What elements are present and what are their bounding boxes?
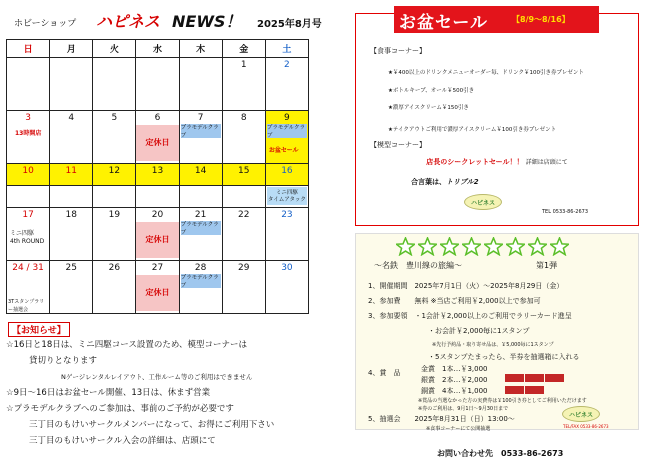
obon-sale-panel [355, 13, 639, 226]
shop-logo: ハピネス [464, 194, 502, 210]
star-row [396, 237, 569, 256]
sale-start-note: お盆セール [268, 146, 299, 154]
prize-bronze: 銅賞 4本…￥1,000 [421, 387, 488, 395]
time-attack-line1: ミニ四駆 [275, 189, 298, 196]
day-cell [7, 163, 50, 185]
day-cell [50, 260, 93, 313]
day-cell [222, 57, 265, 110]
star-icon [462, 237, 481, 256]
star-icon [418, 237, 437, 256]
password-label: 合言葉は、 [411, 178, 446, 186]
rally-rule-stamp: ・お会計￥2,000毎に1スタンプ [428, 327, 530, 335]
draw-date: 5、抽選会 2025年8月31日（日）13:00～ [368, 415, 515, 423]
day-number: 19 [108, 209, 121, 220]
day-cell [7, 110, 50, 163]
day-number: 12 [108, 165, 121, 176]
rally-rules: 3、参加要領 ・1会計￥2,000以上のご利用でラリーカード進呈 [368, 312, 572, 320]
prize-note: ※券のご利用は、9月1日～9月30日まで [418, 406, 509, 412]
secret-sale-text: 店長のシークレットセール！！ [426, 158, 524, 166]
day-cell [50, 163, 93, 185]
sale-title-bar [394, 6, 599, 33]
prize-silver: 銀賞 2本…￥2,000 [421, 376, 488, 384]
weekday-sun: 日 [7, 40, 50, 58]
day-cell [7, 207, 50, 260]
notice-line: ☆16日と18日は、ミニ四駆コース設置のため、模型コーナーは [6, 340, 247, 350]
day-number: 24 / 31 [12, 262, 44, 273]
day-number: 30 [281, 262, 293, 273]
train-icon [505, 367, 567, 375]
brand-name: ハピネス [96, 12, 161, 31]
day-number: 16 [281, 165, 293, 176]
day-cell [179, 163, 222, 185]
star-icon [506, 237, 525, 256]
day-cell [50, 185, 93, 207]
day-cell [136, 57, 179, 110]
sale-dates: 【8/9～8/16】 [512, 15, 570, 24]
day-cell [265, 163, 308, 185]
day-cell [50, 57, 93, 110]
day-number: 29 [238, 262, 250, 273]
star-icon [528, 237, 547, 256]
model-club-badge: プラモデルクラブ [181, 124, 221, 138]
notice-line: 三丁目のもけいサークル入会の詳細は、店頭にて [29, 436, 216, 446]
weekday-row [7, 40, 309, 58]
day-cell [222, 260, 265, 313]
day-cell [136, 207, 179, 260]
calendar-week [7, 260, 309, 313]
day-number: 20 [151, 209, 164, 220]
august-calendar [6, 39, 309, 314]
day-number: 10 [22, 165, 34, 176]
model-club-badge: プラモデルクラブ [181, 221, 221, 235]
day-cell [179, 185, 222, 207]
sale-title: お盆セール [399, 13, 488, 33]
weekday-tue: 火 [93, 40, 136, 58]
time-attack-badge [267, 187, 307, 205]
weekday-wed: 水 [136, 40, 179, 58]
password-key: トリプル2 [446, 178, 479, 186]
shop-phone: TEL 0533-86-2673 [542, 209, 589, 215]
model-club-badge: プラモデルクラブ [267, 124, 307, 138]
day-cell [7, 260, 50, 313]
day-cell [136, 110, 179, 163]
mini4wd-round-note [10, 230, 44, 246]
day-cell [93, 260, 136, 313]
model-club-badge: プラモデルクラブ [181, 274, 221, 288]
rally-title: ～名鉄 豊川線の旅編～ [374, 261, 462, 270]
day-cell [93, 185, 136, 207]
calendar-week [7, 207, 309, 260]
weekday-sat: 土 [265, 40, 308, 58]
sale-item: ★ボトルキープ、オール￥500引き [388, 88, 475, 94]
weekday-thu: 木 [179, 40, 222, 58]
day-number: 2 [284, 59, 290, 70]
weekday-mon: 月 [50, 40, 93, 58]
star-icon [440, 237, 459, 256]
day-number: 11 [65, 165, 77, 176]
day-cell [265, 260, 308, 313]
closed-day-badge: 定休日 [136, 125, 178, 161]
day-cell [222, 163, 265, 185]
day-number: 4 [68, 112, 75, 123]
round-label: 4th ROUND [10, 237, 45, 245]
notice-line: 三丁目のもけいサークルメンバーになって、お得にご利用下さい [29, 420, 275, 430]
sale-item: ★テイクアウトご利用で濃厚アイスクリーム￥100引き券プレゼント [388, 127, 557, 133]
day-number: 1 [240, 59, 247, 70]
day-cell [136, 185, 179, 207]
day-cell [50, 207, 93, 260]
rally-rule-draw: ・5スタンプたまったら、半券を抽選箱に入れる [428, 353, 580, 361]
newsletter-header [14, 6, 334, 36]
day-number: 9 [284, 112, 290, 123]
star-icon [484, 237, 503, 256]
mini4wd-label: ミニ四駆 [10, 229, 35, 237]
contact-line: お問い合わせ先 0533-86-2673 [437, 449, 564, 458]
food-corner-heading: 【食事コーナー】 [370, 47, 426, 55]
day-cell [7, 185, 50, 207]
password-line [411, 177, 479, 187]
time-attack-line2: タイムアタック [267, 196, 306, 203]
notice-line: Nゲージレンタルレイアウト、工作ルーム等のご利用はできません [61, 373, 253, 381]
day-number: 14 [194, 165, 207, 176]
rally-fee: 2、参加費 無料 ※当店ご利用￥2,000以上で参加可 [368, 297, 541, 305]
model-corner-heading: 【模型コーナー】 [370, 141, 426, 149]
day-number: 6 [154, 112, 161, 123]
day-number: 22 [238, 209, 250, 220]
day-cell [93, 110, 136, 163]
day-number: 3 [25, 112, 31, 123]
day-number: 5 [111, 112, 118, 123]
calendar-week [7, 163, 309, 185]
notice-line: ☆プラモデルクラブへのご参加は、事前のご予約が必要です [6, 404, 234, 414]
shop-phone: TEL/FAX 0533-86-2673 [563, 424, 609, 429]
shop-name: ホビーショップ [14, 19, 77, 29]
stamp-rally-panel [355, 233, 639, 430]
day-number: 17 [22, 209, 34, 220]
notice-line: ☆9日～16日はお盆セール開催、13日は、休まず営業 [6, 388, 211, 398]
closed-day-badge: 定休日 [136, 275, 178, 311]
prizes-label: 4、賞 品 [368, 369, 401, 377]
day-cell [136, 260, 179, 313]
day-cell [50, 110, 93, 163]
day-number: 8 [240, 112, 247, 123]
day-cell [136, 163, 179, 185]
calendar-week-detail [7, 185, 309, 207]
day-number: 21 [194, 209, 207, 220]
day-number: 7 [197, 112, 204, 123]
day-cell [265, 110, 308, 163]
star-icon [550, 237, 569, 256]
day-cell [93, 163, 136, 185]
day-number: 13 [151, 165, 164, 176]
draw-note: ※食事コーナーにて公開抽選 [426, 426, 491, 432]
day-cell [222, 207, 265, 260]
notices-title: 【お知らせ】 [8, 322, 70, 337]
day-cell [265, 57, 308, 110]
day-number: 18 [65, 209, 77, 220]
notice-line: 貸切りとなります [29, 356, 98, 366]
calendar-week [7, 110, 309, 163]
secret-sale-detail: 詳細は店頭にて [525, 159, 568, 166]
sale-item: ★￥400以上のドリンクメニューオーダー毎、ドリンク￥100引き券プレゼント [388, 70, 584, 76]
news-title: NEWS！ [172, 12, 242, 31]
day-cell [222, 185, 265, 207]
rally-rule-note: ※先行予約品・取り寄せ品は、￥5,000毎に1スタンプ [432, 342, 554, 348]
calendar-week [7, 57, 309, 110]
issue-date: 2025年8月号 [257, 19, 322, 30]
prize-gold: 金賞 1本…￥3,000 [421, 365, 488, 373]
day-cell [265, 185, 308, 207]
day-cell [179, 110, 222, 163]
day-cell [7, 57, 50, 110]
day-number: 15 [238, 165, 250, 176]
rally-number: 第1弾 [536, 261, 558, 270]
closed-day-badge: 定休日 [136, 222, 178, 258]
rally-period: 1、開催期間 2025年7月1日（火）～2025年8月29日（金） [368, 282, 564, 290]
day-number: 25 [65, 262, 77, 273]
day-cell [179, 57, 222, 110]
day-number: 28 [194, 262, 207, 273]
early-open-note: 13時開店 [15, 129, 42, 137]
prize-note: ※賞品の当選なかった方の実費券は￥100引き券としてご利用いただけます [418, 398, 587, 404]
day-cell [179, 260, 222, 313]
day-cell [179, 207, 222, 260]
day-cell [222, 110, 265, 163]
day-cell [265, 207, 308, 260]
star-icon [396, 237, 415, 256]
day-number: 26 [108, 262, 121, 273]
notices-section [6, 318, 336, 449]
day-cell [93, 207, 136, 260]
day-number: 23 [281, 209, 293, 220]
sale-item: ★濃厚アイスクリーム￥150引き [388, 105, 469, 111]
weekday-fri: 金 [222, 40, 265, 58]
day-number: 27 [151, 262, 164, 273]
train-icon [505, 379, 567, 387]
stamp-rally-draw-note: 3Tスタンプラリー抽選会 [8, 298, 45, 313]
shop-logo: ハピネス [562, 406, 600, 422]
secret-sale-line [356, 157, 638, 167]
day-cell [93, 57, 136, 110]
